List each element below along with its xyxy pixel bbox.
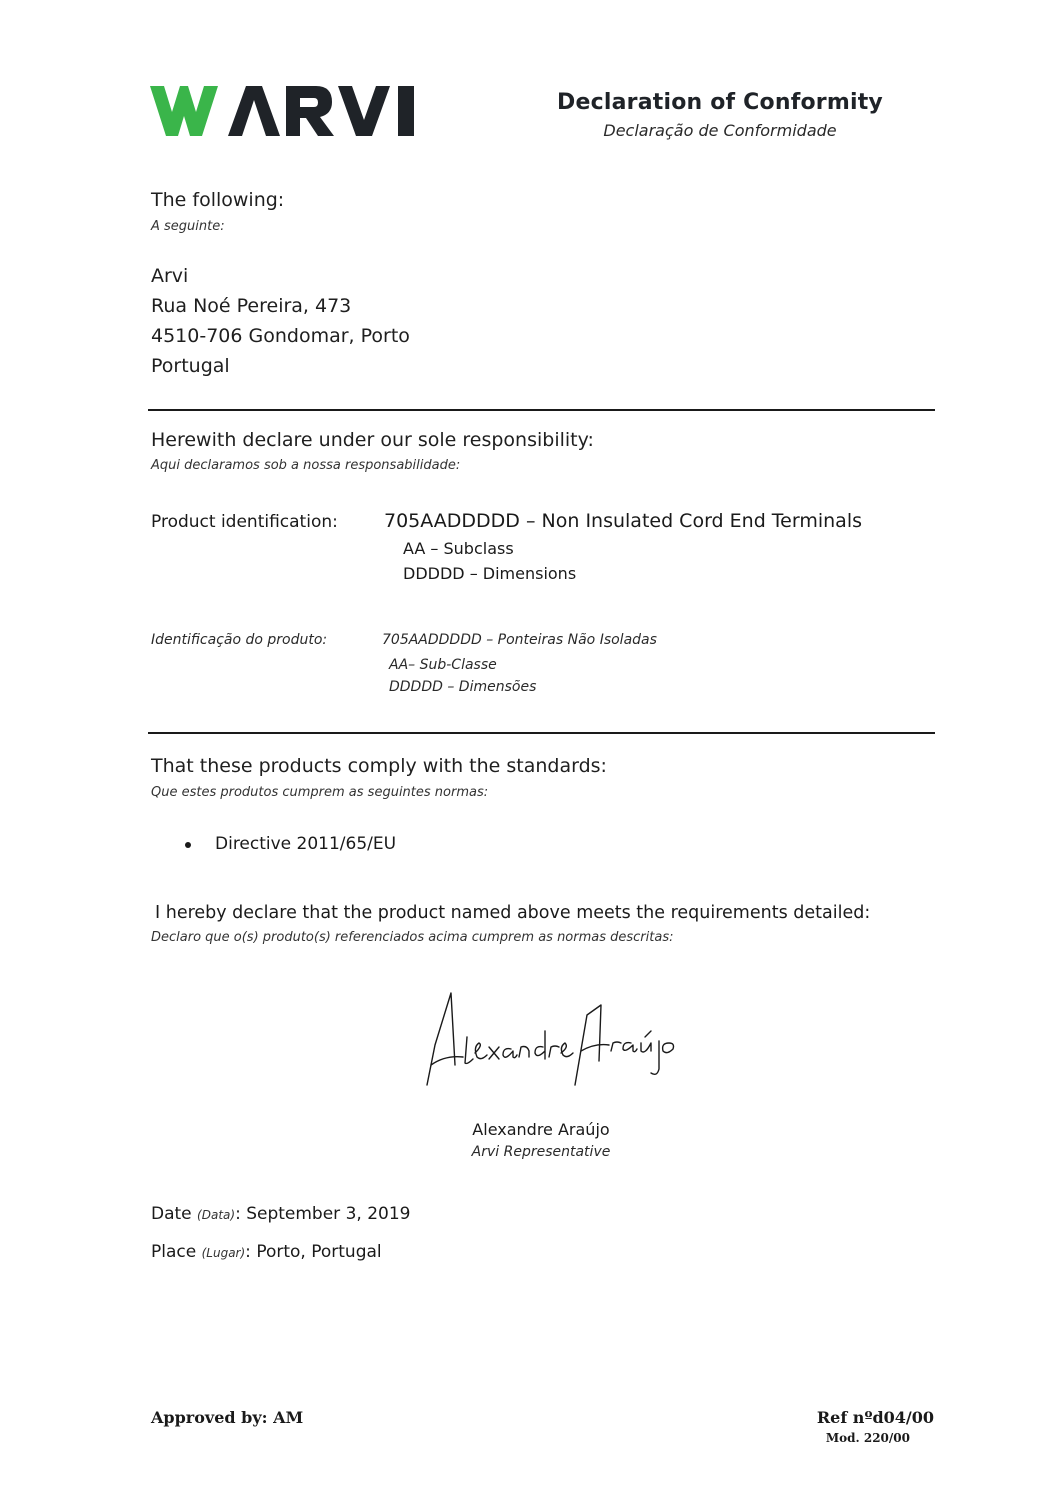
signatory-role: Arvi Representative — [471, 1144, 611, 1160]
standard-item: Directive 2011/65/EU — [215, 834, 397, 854]
product-id-label: Product identification: — [151, 512, 338, 532]
document-title: Declaration of Conformity — [557, 90, 883, 115]
place-value: Porto, Portugal — [256, 1242, 382, 1262]
arvi-logo — [150, 82, 420, 138]
reference-number: Ref nºd04/00 — [816, 1408, 934, 1427]
product-sub-item-pt: AA– Sub-Classe — [389, 657, 497, 673]
signatory-name: Alexandre Araújo — [472, 1120, 610, 1139]
standards-label-en: That these products comply with the standards: — [151, 755, 607, 777]
product-id-sublist-pt — [389, 654, 536, 698]
hereby-label-pt: Declaro que o(s) produto(s) referenciados acima cumprem as normas descritas: — [151, 930, 674, 945]
product-sub-item: AA – Subclass — [403, 539, 514, 558]
product-sub-item: DDDDD – Dimensions — [403, 564, 577, 583]
section-divider — [148, 409, 935, 411]
date-label: Date — [151, 1204, 192, 1224]
address-line: Rua Noé Pereira, 473 — [151, 295, 352, 317]
address-line: Portugal — [151, 355, 230, 377]
date-label-pt: (Data) — [197, 1208, 236, 1222]
intro-label-en: The following: — [151, 189, 285, 211]
product-sub-item-pt: DDDDD – Dimensões — [389, 679, 537, 695]
standards-label-pt: Que estes produtos cumprem as seguintes normas: — [151, 785, 489, 800]
product-id-value: 705AADDDDD – Non Insulated Cord End Terminals — [384, 510, 862, 532]
declare-label-pt: Aqui declaramos sob a nossa responsabilidade: — [151, 458, 461, 473]
place-row: Place (Lugar): Porto, Portugal — [151, 1242, 382, 1262]
place-label-pt: (Lugar) — [201, 1246, 246, 1260]
hereby-label-en: I hereby declare that the product named above meets the requirements detailed: — [155, 903, 871, 923]
date-row: Date (Data): September 3, 2019 — [151, 1204, 411, 1224]
place-label: Place — [151, 1242, 197, 1262]
model-number: Mod. 220/00 — [825, 1431, 910, 1445]
company-address — [151, 261, 410, 381]
document-subtitle: Declaração de Conformidade — [603, 121, 837, 140]
bullet-icon — [185, 842, 191, 848]
date-value: September 3, 2019 — [246, 1204, 411, 1224]
intro-label-pt: A seguinte: — [151, 219, 225, 234]
approved-by: Approved by: AM — [151, 1408, 304, 1427]
section-divider — [148, 732, 935, 734]
declare-label-en: Herewith declare under our sole responsibility: — [151, 429, 594, 451]
address-line: Arvi — [151, 265, 189, 287]
handwritten-signature — [415, 985, 685, 1090]
product-id-label-pt: Identificação do produto: — [151, 632, 328, 648]
address-line: 4510-706 Gondomar, Porto — [151, 325, 410, 347]
product-id-sublist — [403, 536, 576, 586]
product-id-value-pt: 705AADDDDD – Ponteiras Não Isoladas — [382, 632, 657, 648]
